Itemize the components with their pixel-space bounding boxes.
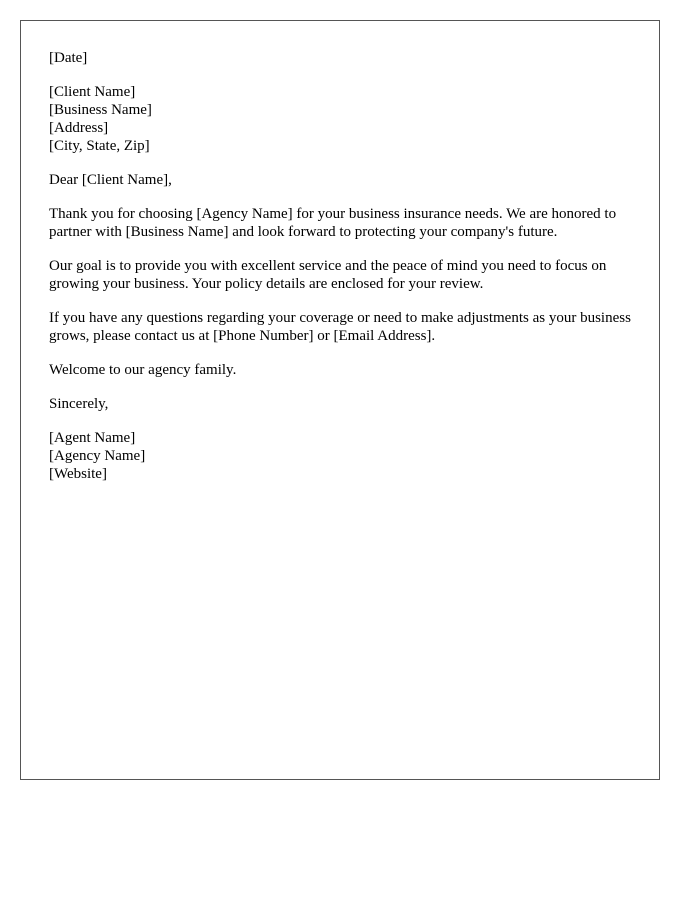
body-paragraph-2: Our goal is to provide you with excellent service and the peace of mind you need to focus on growing your business. Your policy details are enclosed for your review. <box>49 258 607 292</box>
signature-block <box>49 429 631 483</box>
recipient-business-name: [Business Name] <box>49 102 152 118</box>
signature-website: [Website] <box>49 466 107 482</box>
recipient-address: [Address] <box>49 120 109 136</box>
date-block <box>49 49 631 67</box>
body-paragraph-1: Thank you for choosing [Agency Name] for your business insurance needs. We are honored to partner with [Business Name] and look forward to protecting your company's future. <box>49 206 617 240</box>
recipient-city-state-zip: [City, State, Zip] <box>49 138 150 154</box>
signature-agent-name: [Agent Name] <box>49 430 136 446</box>
signature-agency-name: [Agency Name] <box>49 448 146 464</box>
letter-page <box>20 20 660 780</box>
closing: Sincerely, <box>49 396 109 412</box>
body-paragraph-4: Welcome to our agency family. <box>49 362 237 378</box>
salutation: Dear [Client Name], <box>49 172 172 188</box>
recipient-client-name: [Client Name] <box>49 84 136 100</box>
letter-date: [Date] <box>49 50 88 66</box>
recipient-address-block <box>49 83 631 155</box>
body-paragraph-3: If you have any questions regarding your coverage or need to make adjustments as your business grows, please contact us at [Phone Number] or [Email Address]. <box>49 310 631 344</box>
